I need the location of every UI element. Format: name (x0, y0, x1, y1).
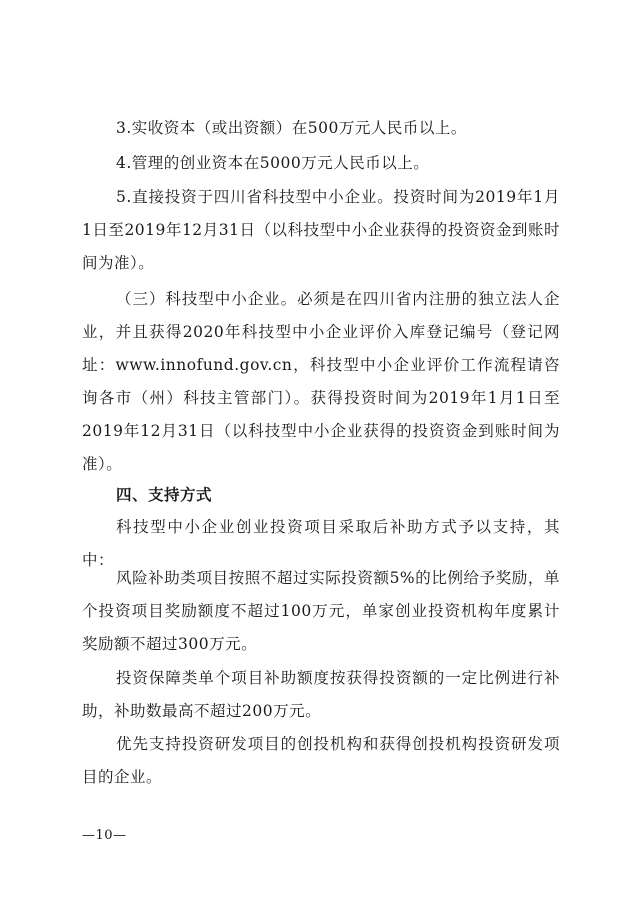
paragraph-investment-guarantee: 投资保障类单个项目补助额度按获得投资额的一定比例进行补助，补助数最高不超过200万元。 (82, 669, 560, 720)
page-number: —10— (82, 828, 127, 843)
paragraph-sme-requirements: （三）科技型中小企业。必须是在四川省内注册的独立法人企业，并且获得2020年科技型中小企业评价入库登记编号（登记网址：www.innofund.gov.cn，科技型中小企业评价工作流程请咨询各市（州）科技主管部门）。获得投资时间为2019年1月1日至2019年12月31日（以科技型中小企业获得的投资资金到账时间为准）。 (82, 290, 560, 473)
paragraph-risk-subsidy: 风险补助类项目按照不超过实际投资额5%的比例给予奖励，单个投资项目奖励额度不超过100万元，单家创业投资机构年度累计奖励额不超过300万元。 (82, 569, 560, 653)
paragraph-managed-capital: 4.管理的创业资本在5000万元人民币以上。 (116, 154, 430, 172)
paragraph-priority-support: 优先支持投资研发项目的创投机构和获得创投机构投资研发项目的企业。 (82, 735, 560, 786)
section-heading-support-method: 四、支持方式 (116, 486, 213, 504)
paragraph-paid-in-capital: 3.实收资本（或出资额）在500万元人民币以上。 (116, 119, 467, 137)
paragraph-direct-investment: 5.直接投资于四川省科技型中小企业。投资时间为2019年1月1日至2019年12月31日（以科技型中小企业获得的投资资金到账时间为准）。 (82, 188, 560, 272)
paragraph-support-intro: 科技型中小企业创业投资项目采取后补助方式予以支持，其中： (82, 518, 560, 569)
